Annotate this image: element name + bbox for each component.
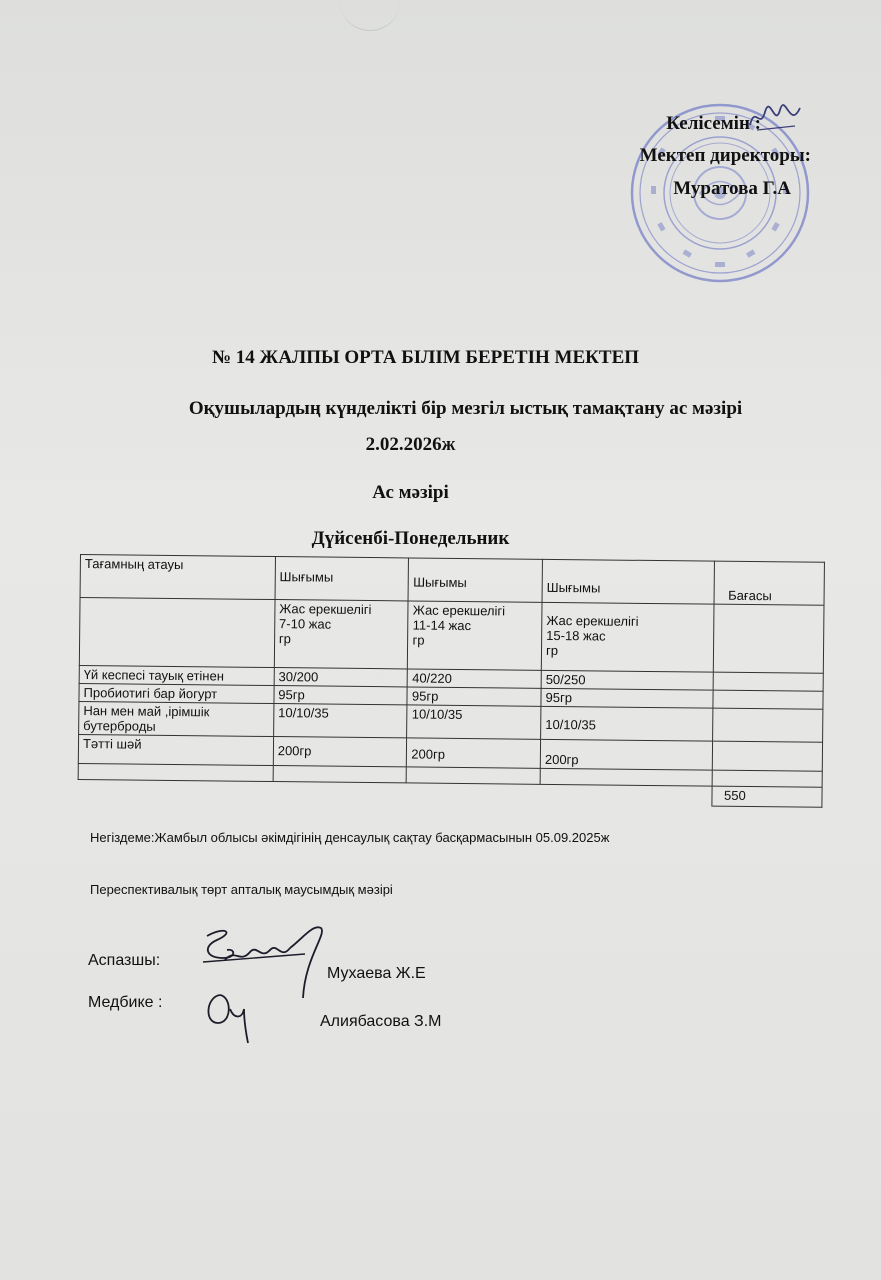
menu-day: Дүйсенбі-Понедельник [311, 528, 510, 549]
header-dish: Тағамның атауы [80, 555, 275, 600]
menu-label: Ас мәзірі [372, 482, 449, 503]
nurse-name: Алиябасова З.М [320, 1013, 442, 1030]
cook-label: Аспазшы: [88, 952, 161, 969]
menu-subtitle: Оқушылардың күнделікті бір мезгіл ыстық тамақтану ас мәзірі [188, 398, 743, 419]
header-yield-2: Шығымы [408, 558, 542, 602]
director-signature-icon [745, 100, 805, 140]
total-price: 550 [711, 786, 822, 807]
nurse-signature-icon [198, 985, 268, 1045]
menu-date: 2.02.2026ж [365, 434, 456, 455]
paper-fold [340, 0, 400, 31]
menu-table [77, 554, 825, 808]
approval-agreed: Келісемін : [666, 113, 761, 134]
age-group-cell: Жас ерекшелігі 15-18 жас гр [541, 602, 713, 672]
approval-position: Мектеп директоры: [639, 145, 811, 167]
table-row: Нан мен май ,ірімшік бутерброды 10/10/35 10/10/35 10/10/35 [79, 701, 823, 742]
cook-name: Мухаева Ж.Е [327, 965, 426, 982]
table-row: Пробиотигі бар йогурт 95гр 95гр 95гр [79, 683, 823, 709]
age-group-cell: Жас ерекшелігі 7-10 жас гр [274, 600, 408, 669]
age-group-row [79, 598, 824, 674]
header-price: Бағасы [714, 561, 825, 605]
basis-note: Негіздеме:Жамбыл облысы әкімдігінің денсаулық сақтау басқармасынын 05.09.2025ж [90, 830, 610, 845]
perspective-note: Переспективалық төрт апталық маусымдық мәзірі [90, 882, 393, 897]
table-row: Үй кеспесі тауық етінен 30/200 40/220 50/250 [79, 665, 823, 691]
header-yield-3: Шығымы [542, 559, 714, 604]
table-row: Тәтті шәй 200гр 200гр 200гр [78, 734, 822, 771]
school-title: № 14 ЖАЛПЫ ОРТА БІЛІМ БЕРЕТІН МЕКТЕП [211, 347, 640, 368]
header-yield-1: Шығымы [275, 557, 409, 601]
nurse-label: Медбике : [88, 994, 163, 1011]
table-header-row [80, 555, 824, 606]
approval-name: Муратова Г.А [673, 177, 791, 199]
age-group-cell: Жас ерекшелігі 11-14 жас гр [408, 601, 542, 670]
